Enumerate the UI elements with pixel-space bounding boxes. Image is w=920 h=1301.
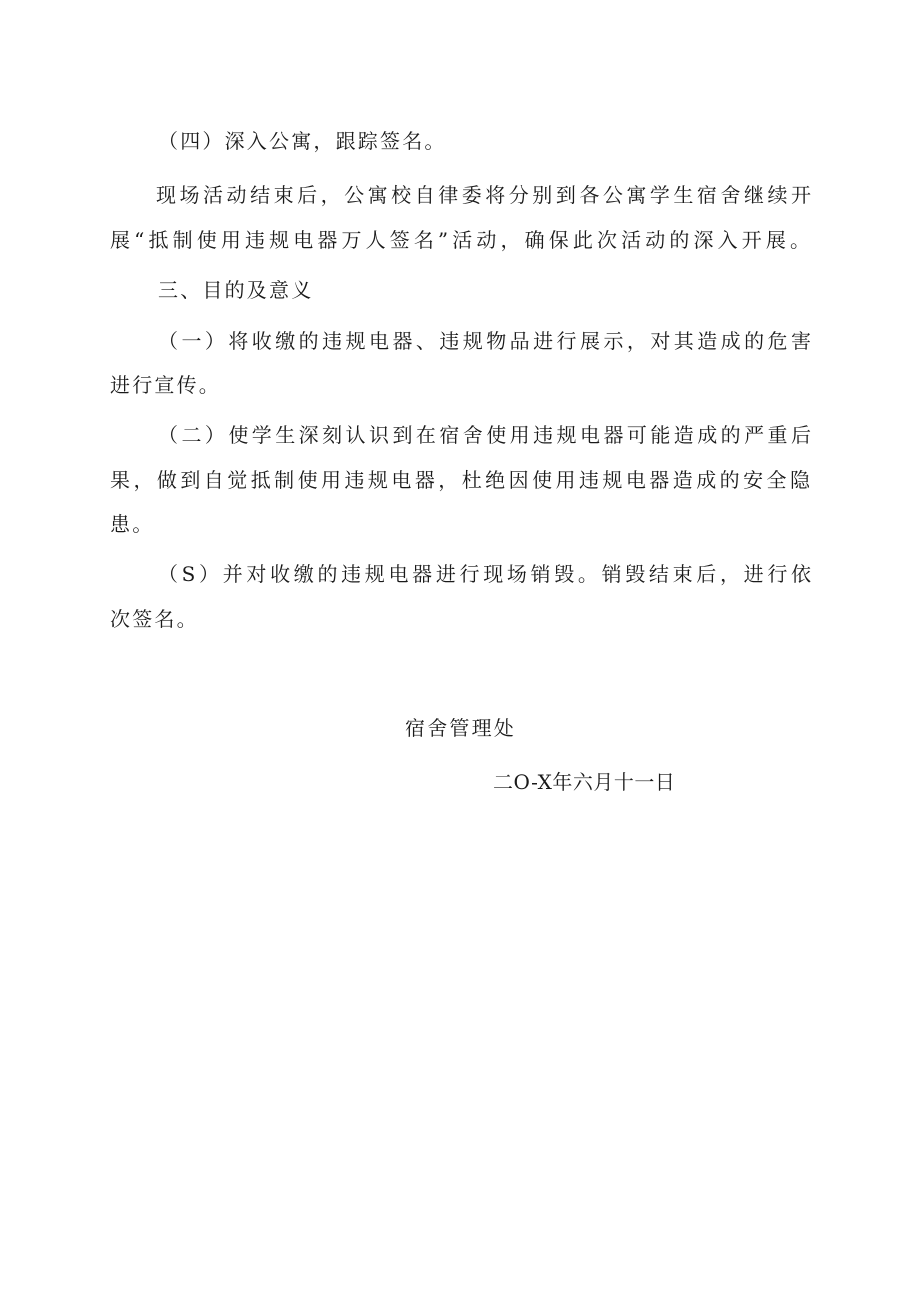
item-one-line-1: （一）将收缴的违规电器、违规物品进行展示，对其造成的危害 [158, 329, 811, 353]
item-one-line-2: 进行宣传。 [110, 373, 221, 397]
item-three-line-1: （S）并对收缴的违规电器进行现场销毁。销毁结束后，进行依 [158, 562, 811, 586]
section-three-heading: 三、目的及意义 [158, 278, 314, 302]
section-four-heading: （四）深入公寓，跟踪签名。 [158, 129, 447, 153]
item-two-line-1: （二）使学生深刻认识到在宿舍使用违规电器可能造成的严重后 [158, 423, 811, 447]
item-three-line-2: 次签名。 [110, 607, 199, 631]
paragraph-four-line-2: 展“抵制使用违规电器万人签名”活动，确保此次活动的深入开展。 [110, 228, 810, 252]
signature-department: 宿舍管理处 [405, 716, 516, 740]
item-two-line-2: 果，做到自觉抵制使用违规电器，杜绝因使用违规电器造成的安全隐 [110, 468, 810, 492]
item-two-line-3: 患。 [110, 512, 155, 536]
paragraph-four-line-1: 现场活动结束后，公寓校自律委将分别到各公寓学生宿舍继续开 [156, 183, 811, 207]
signature-date: 二O-X年六月十一日 [493, 770, 676, 794]
